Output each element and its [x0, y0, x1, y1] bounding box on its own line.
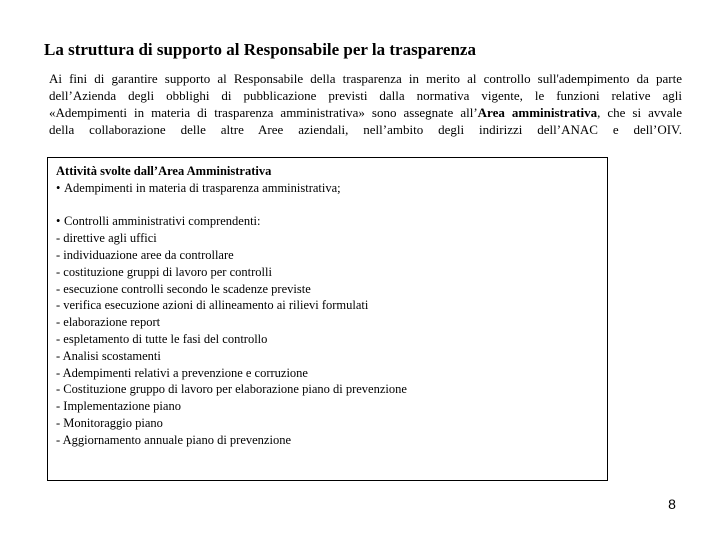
intro-line: [49, 104, 682, 121]
list-item: - elaborazione report: [56, 315, 161, 330]
list-item: - Adempimenti relativi a prevenzione e corruzione: [56, 365, 308, 380]
spacer: [56, 197, 407, 214]
list-item: - individuazione aree da controllare: [56, 247, 234, 262]
list-item: - espletamento di tutte le fasi del controllo: [56, 331, 268, 346]
page-number: 8: [668, 496, 676, 512]
bullet-icon: •: [56, 214, 61, 229]
bullet-text: Controlli amministrativi comprendenti:: [64, 214, 261, 229]
intro-line: Ai fini di garantire supporto al Responsabile della trasparenza in merito al controllo sull'adempimento da parte: [49, 71, 682, 86]
bullet-text: Adempimenti in materia di trasparenza amministrativa;: [64, 180, 341, 195]
intro-text: , che si avvale: [597, 105, 683, 120]
list-item: - verifica esecuzione azioni di allineamento ai rilievi formulati: [56, 298, 369, 313]
intro-text: «Adempimenti in materia di trasparenza amministrativa» sono assegnate all’: [49, 105, 478, 120]
activities-content: [56, 163, 407, 449]
bullet-icon: •: [56, 180, 61, 195]
list-item: - costituzione gruppi di lavoro per controlli: [56, 264, 272, 279]
intro-line: della collaborazione delle altre Aree aziendali, nell’ambito degli indirizzi dell’ANAC e dell’OIV.: [49, 122, 682, 137]
bullet-item: [56, 213, 407, 230]
activities-heading: Attività svolte dall’Area Amministrativa: [56, 164, 272, 178]
bullet-item: [56, 180, 407, 197]
area-amministrativa-emphasis: Area amministrativa: [477, 105, 598, 120]
list-item: - Costituzione gruppo di lavoro per elaborazione piano di prevenzione: [56, 382, 407, 397]
list-item: - Analisi scostamenti: [56, 348, 161, 363]
list-item: - direttive agli uffici: [56, 231, 157, 246]
list-item: - Monitoraggio piano: [56, 415, 163, 430]
list-item: - Implementazione piano: [56, 399, 181, 414]
activities-box: [47, 157, 608, 481]
list-item: - Aggiornamento annuale piano di prevenzione: [56, 432, 291, 447]
list-item: - esecuzione controlli secondo le scadenze previste: [56, 281, 311, 296]
page-title: La struttura di supporto al Responsabile per la trasparenza: [44, 40, 476, 59]
intro-line: dell’Azienda degli obblighi di pubblicazione previsti dalla normativa vigente, le funzioni relative agli: [49, 88, 682, 103]
intro-paragraph: [49, 70, 682, 138]
